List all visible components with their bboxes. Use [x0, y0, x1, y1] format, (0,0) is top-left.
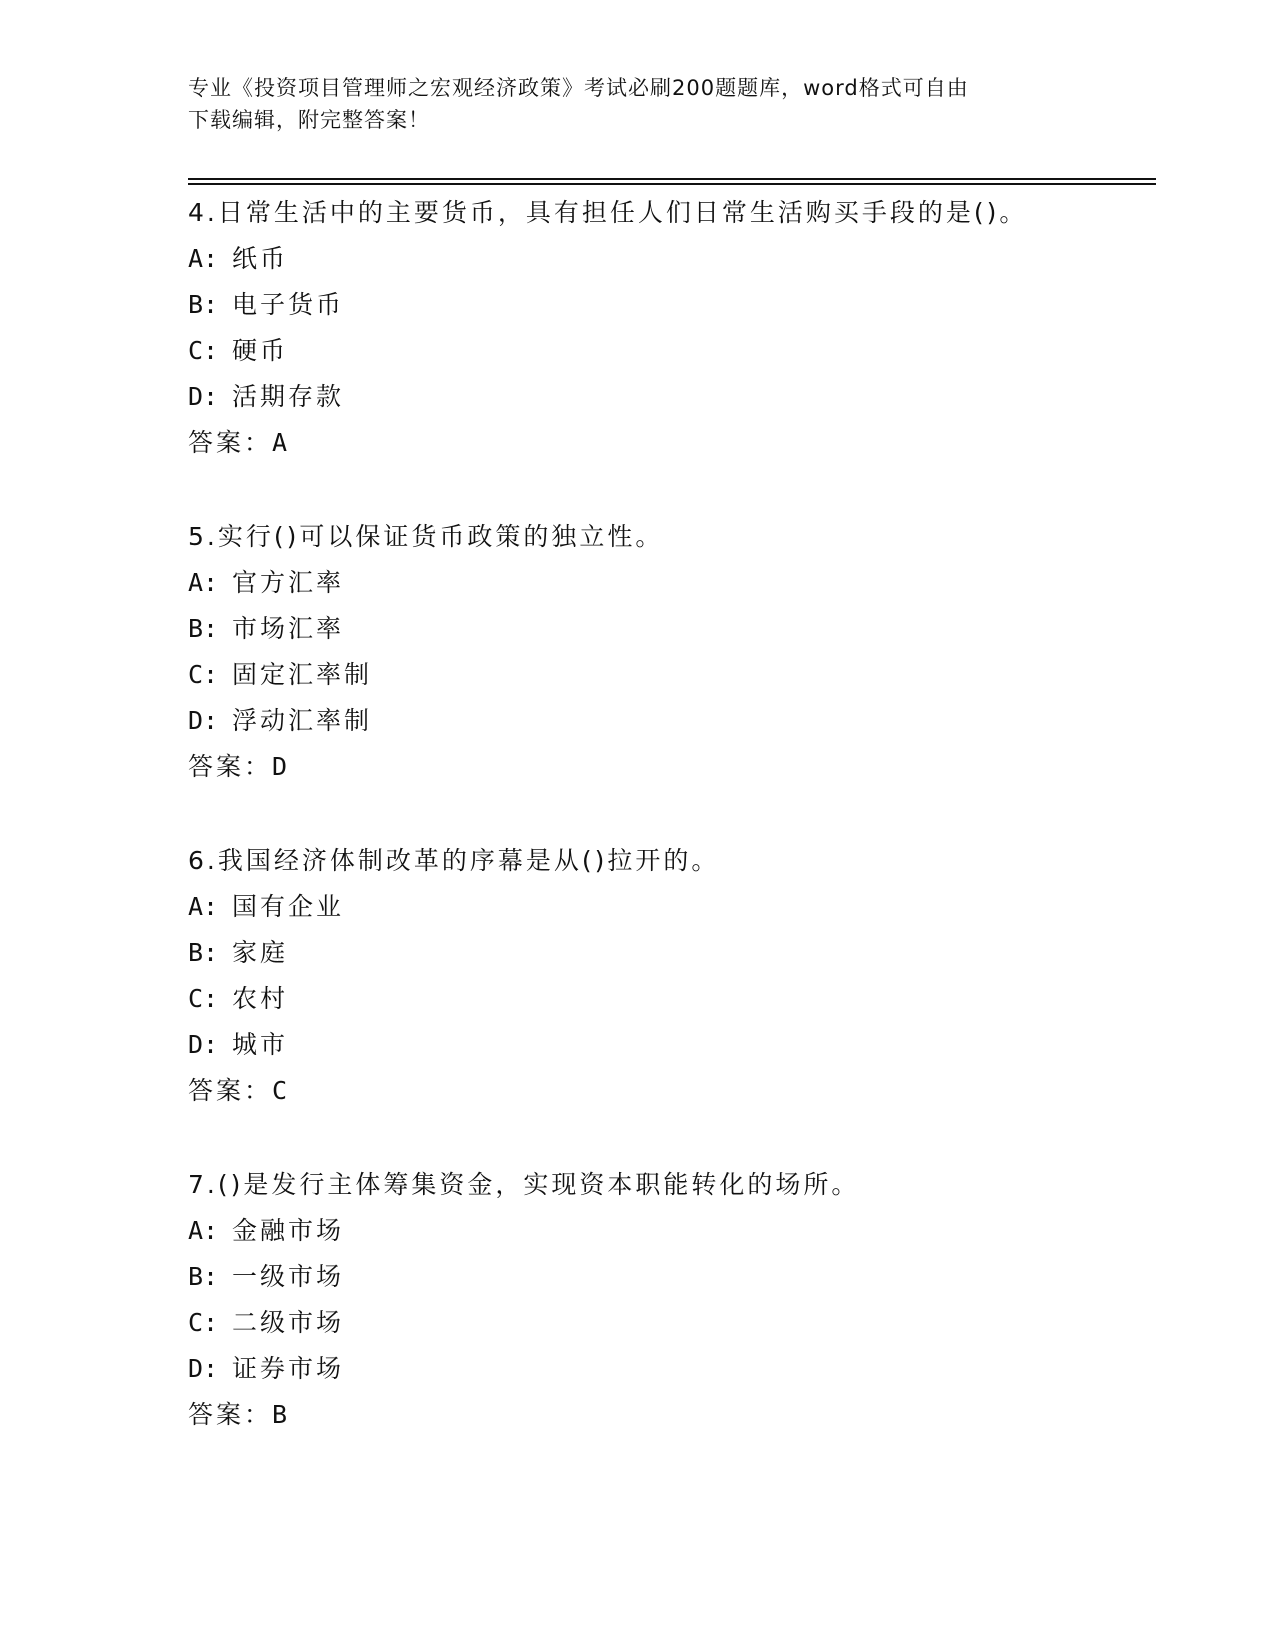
option-d: [188, 698, 1156, 744]
answer-line: [188, 1392, 1156, 1438]
option-c: [188, 1300, 1156, 1346]
option-letter: C:: [188, 660, 219, 689]
option-d: [188, 1022, 1156, 1068]
option-text: 硬币: [232, 336, 289, 365]
option-letter: B:: [188, 1262, 219, 1291]
answer-value: B: [272, 1400, 291, 1429]
header-divider-top: [188, 178, 1156, 180]
option-a: [188, 884, 1156, 930]
option-text: 固定汇率制: [232, 660, 373, 689]
option-text: 金融市场: [232, 1216, 345, 1245]
option-b: [188, 1254, 1156, 1300]
answer-label: 答案：: [188, 1076, 273, 1105]
option-c: [188, 328, 1156, 374]
question-stem: 6.我国经济体制改革的序幕是从()拉开的。: [188, 846, 720, 875]
option-letter: C:: [188, 984, 219, 1013]
option-text: 国有企业: [232, 892, 345, 921]
option-letter: A:: [188, 1216, 219, 1245]
answer-line: [188, 744, 1156, 790]
option-c: [188, 976, 1156, 1022]
option-letter: A:: [188, 568, 219, 597]
option-b: [188, 606, 1156, 652]
option-text: 市场汇率: [232, 614, 345, 643]
document-header: [188, 72, 1078, 136]
question-stem: 7.()是发行主体筹集资金，实现资本职能转化的场所。: [188, 1170, 860, 1199]
option-letter: D:: [188, 1030, 219, 1059]
option-letter: B:: [188, 290, 219, 319]
option-letter: C:: [188, 1308, 219, 1337]
question-block: [188, 514, 1156, 790]
answer-value: A: [272, 428, 291, 457]
option-a: [188, 1208, 1156, 1254]
option-b: [188, 930, 1156, 976]
question-block: [188, 838, 1156, 1114]
option-d: [188, 374, 1156, 420]
option-b: [188, 282, 1156, 328]
answer-label: 答案：: [188, 752, 273, 781]
answer-value: D: [272, 752, 291, 781]
option-text: 浮动汇率制: [232, 706, 373, 735]
option-c: [188, 652, 1156, 698]
header-line-2: 下载编辑，附完整答案！: [188, 108, 430, 132]
option-text: 一级市场: [232, 1262, 345, 1291]
answer-label: 答案：: [188, 1400, 273, 1429]
option-text: 电子货币: [232, 290, 345, 319]
option-text: 城市: [232, 1030, 289, 1059]
answer-value: C: [272, 1076, 291, 1105]
option-letter: A:: [188, 244, 219, 273]
header-divider-bottom: [188, 183, 1156, 185]
option-text: 官方汇率: [232, 568, 345, 597]
question-list: [188, 190, 1156, 1486]
option-d: [188, 1346, 1156, 1392]
option-a: [188, 236, 1156, 282]
answer-line: [188, 420, 1156, 466]
option-text: 农村: [232, 984, 289, 1013]
option-letter: C:: [188, 336, 219, 365]
option-text: 证券市场: [232, 1354, 345, 1383]
header-line-1: 专业《投资项目管理师之宏观经济政策》考试必刷200题题库，word格式可自由: [188, 76, 969, 100]
option-text: 活期存款: [232, 382, 345, 411]
answer-line: [188, 1068, 1156, 1114]
option-a: [188, 560, 1156, 606]
answer-label: 答案：: [188, 428, 273, 457]
question-stem: 5.实行()可以保证货币政策的独立性。: [188, 522, 664, 551]
option-letter: A:: [188, 892, 219, 921]
option-text: 二级市场: [232, 1308, 345, 1337]
option-letter: D:: [188, 706, 219, 735]
option-text: 纸币: [232, 244, 289, 273]
option-letter: B:: [188, 938, 219, 967]
question-stem: 4.日常生活中的主要货币，具有担任人们日常生活购买手段的是()。: [188, 198, 1028, 227]
question-block: [188, 1162, 1156, 1438]
option-letter: B:: [188, 614, 219, 643]
option-letter: D:: [188, 382, 219, 411]
option-text: 家庭: [232, 938, 289, 967]
question-block: [188, 190, 1156, 466]
option-letter: D:: [188, 1354, 219, 1383]
